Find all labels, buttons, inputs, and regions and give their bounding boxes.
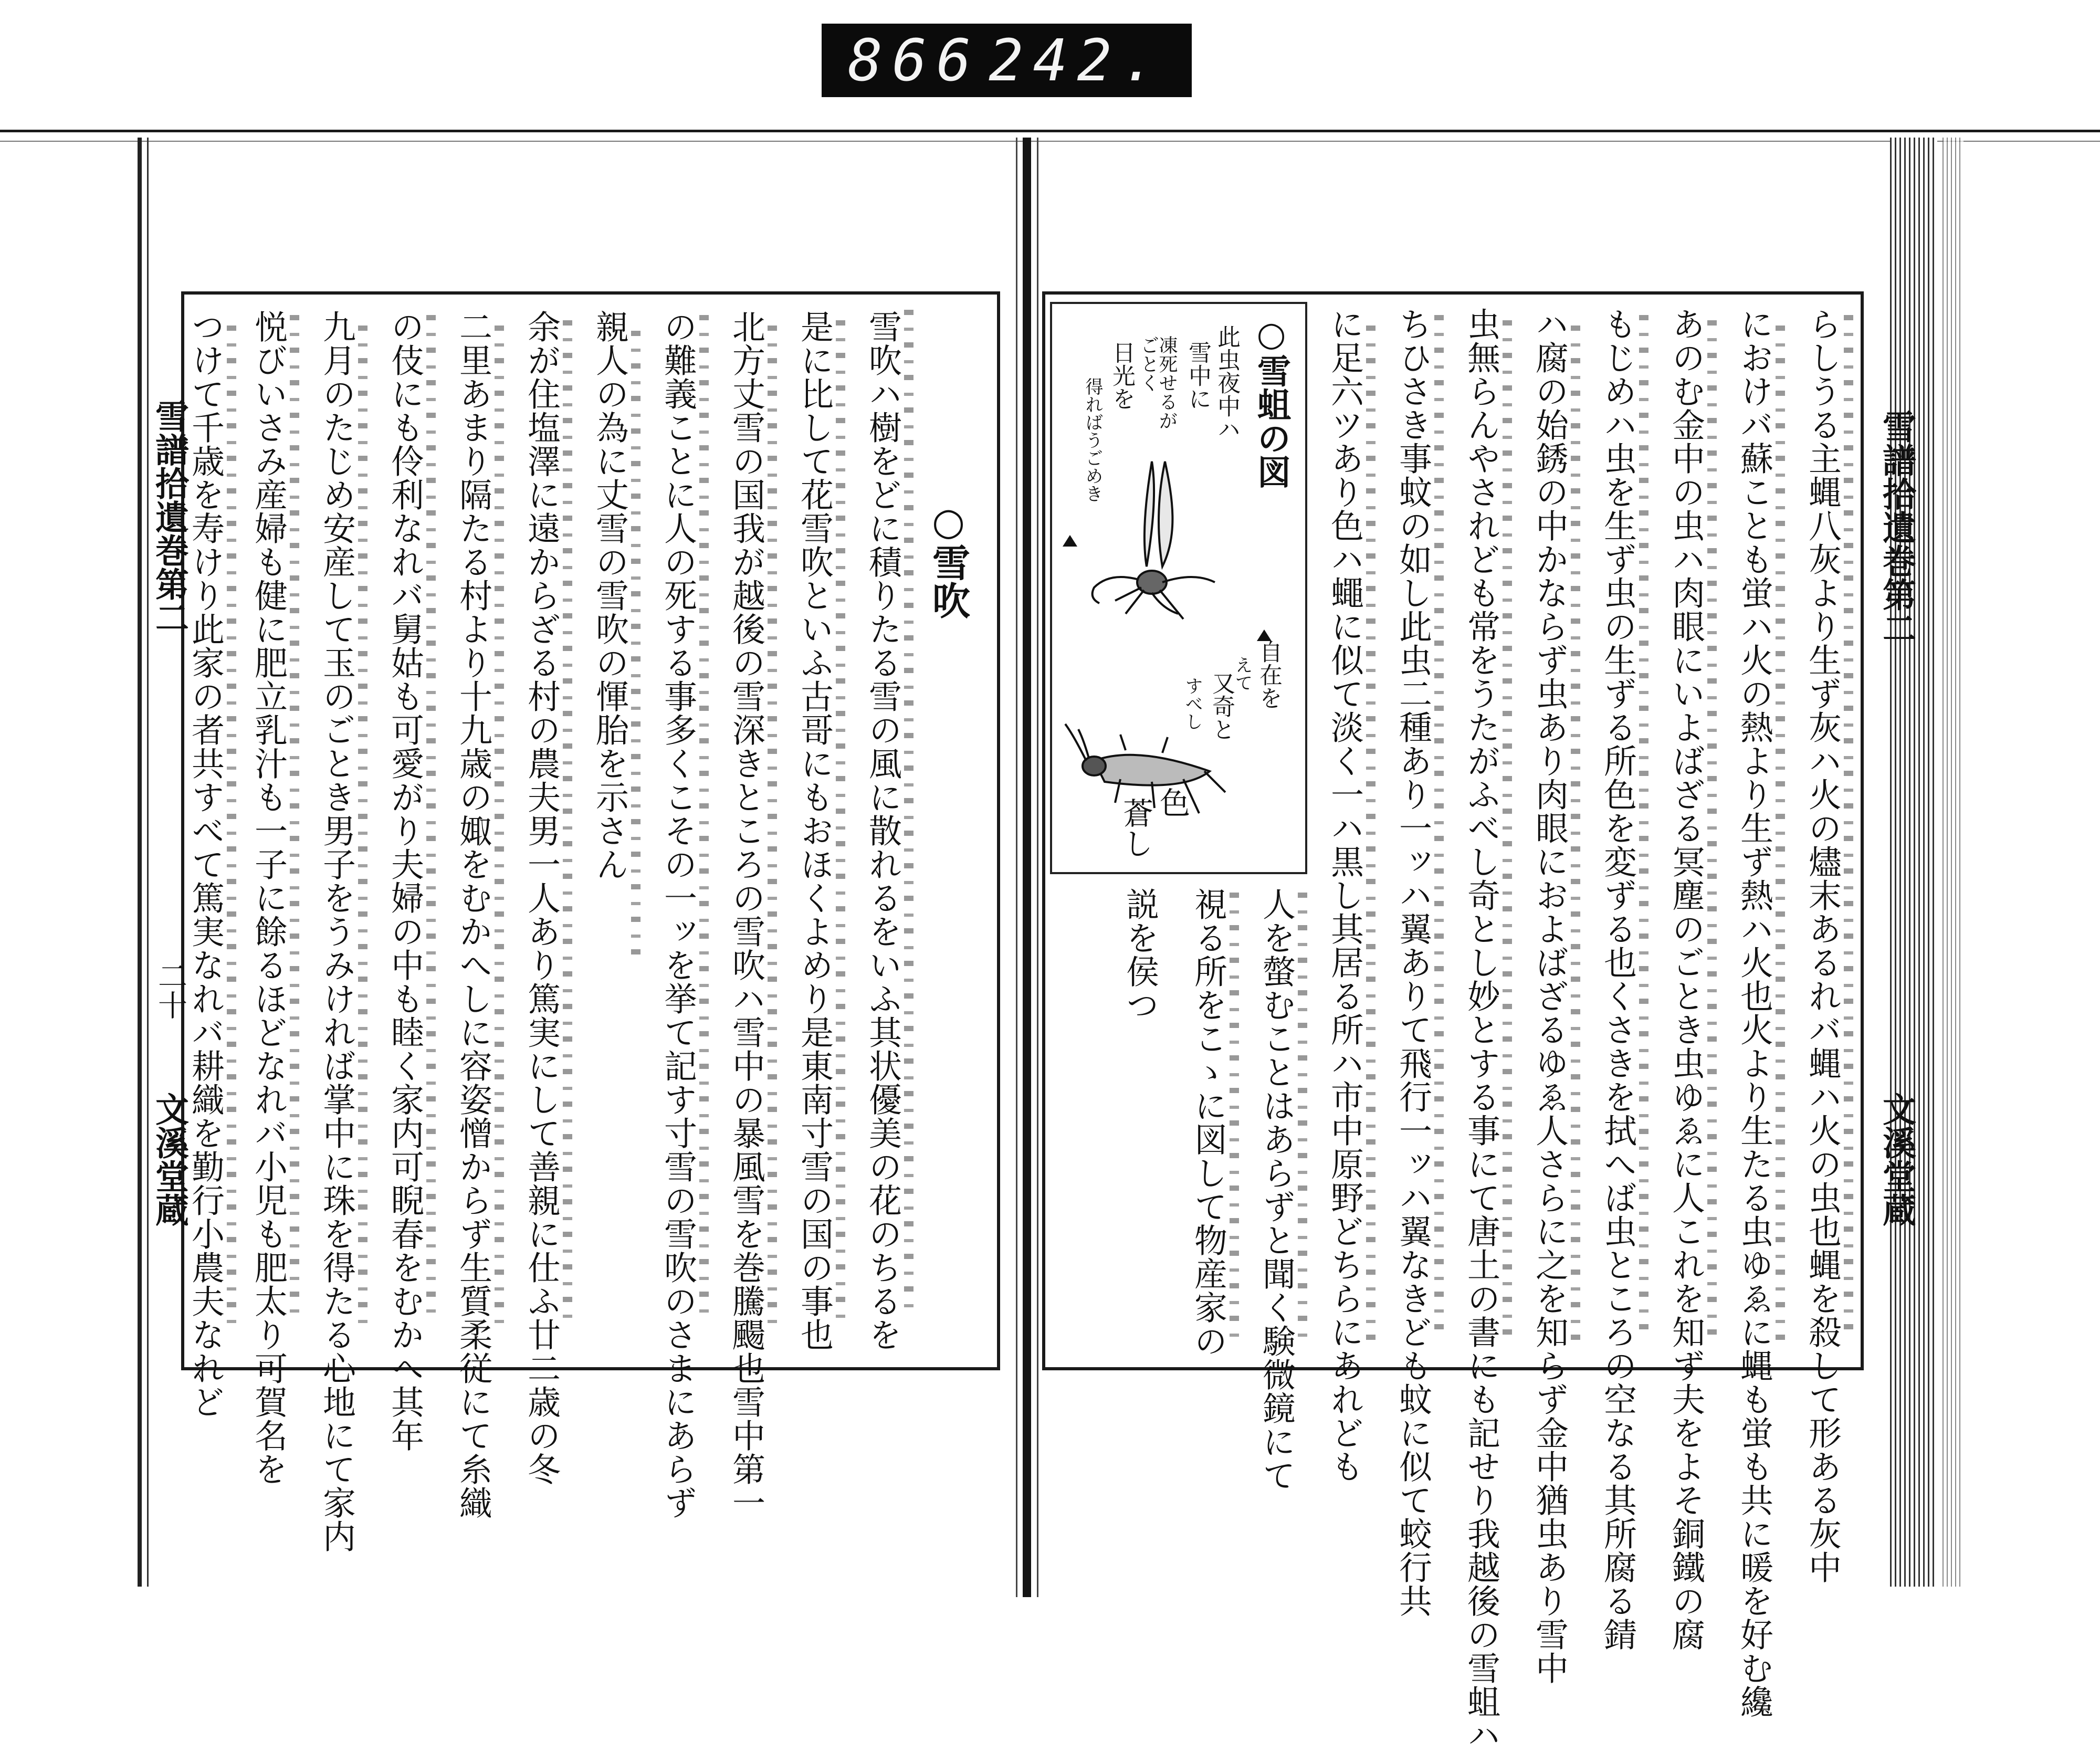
winged-insect-illustration: [1073, 440, 1231, 630]
spine-gutter: [1023, 138, 1031, 1597]
spine-gutter-line-2: [1037, 138, 1038, 1597]
left-heading: ○雪吹: [926, 499, 971, 619]
left-folio: 二十: [153, 961, 187, 1020]
left-text-column: 悦びいさみ産婦も健に肥立乳汁も一子に餘るほどなれバ小児も肥太り可賀名を: [249, 310, 288, 1486]
figure-note: ごとく: [1138, 335, 1159, 392]
right-text-column: におけバ蘇ことも蛍ハ火の熱より生ず熱ハ火也火より生たる虫ゆゑに蝿も蛍も共に暖を好む纔: [1735, 307, 1773, 1718]
figure-note: えて: [1232, 656, 1253, 691]
figure-note: 蒼し: [1118, 798, 1153, 858]
left-text-column: つけて千歳を寿けり此家の者共すべて篤実なれバ耕織を勤行小農夫なれど: [186, 310, 225, 1419]
furigana-marks: [1844, 315, 1853, 1339]
right-text-column: あのむ金中の虫ハ肉眼にいよばざる冥塵のごとき虫ゆゑに人これを知ず夫をよそ銅鐵の腐: [1667, 307, 1705, 1651]
top-rule-thin: [0, 141, 2100, 142]
figure-note: 又奇と: [1208, 672, 1235, 741]
left-text-column: 二里あまり隔たる村より十九歳の娵をむかへしに容姿憎からず生質柔従にて糸織: [454, 310, 492, 1519]
furigana-marks: [495, 326, 504, 1323]
label-right-number: 242.: [989, 27, 1166, 94]
furigana-marks: [227, 326, 236, 1323]
left-text-column: 雪吹ハ樹をどに積りたる雪の風に散れるをいふ其状優美の花のちるを: [864, 310, 902, 1351]
right-page-edges: [1890, 138, 1937, 1587]
wingless-insect-illustration: [1063, 714, 1236, 829]
furigana-marks: [631, 331, 640, 961]
furigana-marks: [563, 320, 572, 1318]
left-text-column: 親人の為に丈雪の雪吹の惲胎を示さん: [591, 310, 629, 881]
left-text-column: 北方丈雪の国我が越後の雪深きところの雪吹ハ雪中の暴風雪を巻騰颺也雪中第一: [727, 310, 765, 1519]
right-page-edges-outer: [1942, 138, 1964, 1587]
left-page-edge-inner: [147, 138, 149, 1587]
furigana-marks: [1366, 326, 1376, 1349]
triangle-marker: [1063, 535, 1077, 547]
left-text-column: の難義ことに人の死する事多くこその一ッを挙て記す寸雪の雪吹のさまにあらず: [659, 310, 697, 1519]
furigana-marks: [1639, 315, 1648, 1339]
top-rule: [0, 130, 2100, 132]
left-text-column: 余が住塩澤に遠からざる村の農夫男一人あり篤実にして善親に仕ふ廿二歳の冬: [522, 310, 561, 1486]
label-left-number: 866: [848, 27, 981, 94]
right-text-column: に足六ツあり色ハ蠅に似て淡く一ハ黒し其居る所ハ市中原野どちらにあれども: [1326, 307, 1364, 1483]
furigana-marks: [290, 315, 299, 1313]
furigana-marks: [904, 310, 914, 1307]
furigana-marks: [836, 320, 845, 1318]
triangle-marker: [1257, 630, 1272, 641]
right-text-column: 視る所をこゝに図して物産家の: [1189, 887, 1227, 1358]
furigana-marks: [1230, 893, 1239, 1339]
right-publisher: 文溪堂蔵: [1877, 1092, 1916, 1226]
spine-gutter-line: [1016, 138, 1017, 1597]
right-text-column: ハ腐の始銹の中かならず虫あり肉眼におよばざるゆゑ人さらに之を知らず金中猶虫あり雪中: [1530, 307, 1569, 1685]
right-text-column: もじめハ虫を生ず虫の生ずる所色を変ずる也くさきを拭へば虫ところの空なる其所腐る錆: [1599, 307, 1637, 1651]
figure-note: 日光を: [1108, 341, 1135, 410]
right-margin-title: 雪譜拾遺巻第二: [1877, 410, 1916, 645]
right-text-column: 虫無らんやされども常をうたがふべし奇とし妙とする事にて唐土の書にも記せり我越後の雪蛆ハ: [1462, 307, 1500, 1752]
left-text-column: の伎にも伶利なれバ舅姑も可愛がり夫婦の中も睦く家内可睨春をむかへ其年: [386, 310, 424, 1452]
figure-note: 色: [1154, 787, 1190, 817]
right-text-column: らしうる主蝿八灰より生ず灰ハ火の燼末あるれバ蝿ハ火の虫也蝿を殺して形ある灰中: [1803, 307, 1842, 1584]
furigana-marks: [1776, 326, 1785, 1349]
furigana-marks: [1503, 320, 1512, 1344]
furigana-marks: [1434, 315, 1444, 1339]
archive-label-plate: [822, 24, 1192, 97]
figure-note: 此虫夜中ハ: [1213, 325, 1240, 440]
right-text-column: ちひさき事蚊の如し此虫二種あり一ッハ翼ありて飛行一ッハ翼なきども蚊に似て蛟行共: [1394, 307, 1432, 1618]
figure-note: 雪中に: [1184, 341, 1211, 410]
figure-note: 凍死せるが: [1156, 335, 1178, 430]
furigana-marks: [1707, 320, 1717, 1344]
furigana-marks: [358, 326, 368, 1323]
left-page-edge: [138, 138, 142, 1587]
furigana-marks: [699, 315, 709, 1313]
left-publisher: 文溪堂蔵: [150, 1092, 189, 1226]
furigana-marks: [1298, 893, 1307, 1339]
figure-title: ○雪蛆の図: [1252, 314, 1291, 488]
right-text-column: 説を侯つ: [1121, 887, 1159, 1022]
figure-note: 得ればうごめき: [1082, 377, 1103, 502]
left-margin-title: 雪譜拾遺巻第二: [150, 399, 189, 634]
furigana-marks: [426, 315, 436, 1313]
furigana-marks: [768, 326, 777, 1323]
left-text-column: 九月のたじめ安産して玉のごとき男子をうみければ掌中に珠を得たる心地にて家内: [318, 310, 356, 1553]
left-text-column: 是に比して花雪吹といふ古哥にもおほくよめり是東南寸雪の国の事也: [795, 310, 834, 1351]
figure-box: [1050, 302, 1307, 874]
furigana-marks: [1571, 326, 1580, 1349]
figure-note: 自在を: [1255, 640, 1282, 709]
figure-note: すべし: [1182, 677, 1203, 730]
right-text-column: 人を螫むことはあらずと聞く験微鏡にて: [1257, 887, 1296, 1492]
